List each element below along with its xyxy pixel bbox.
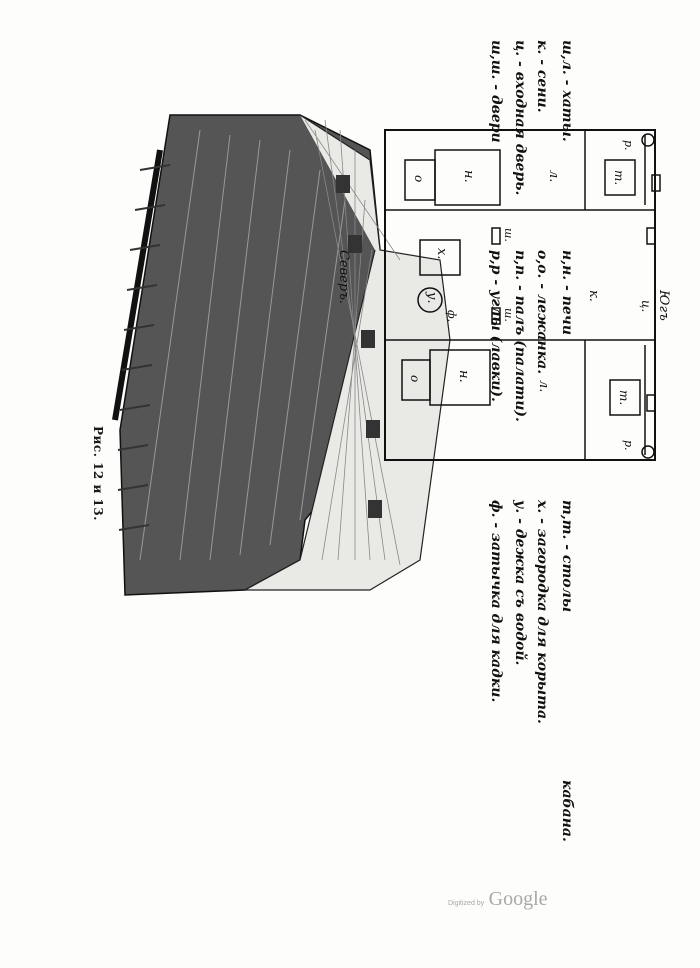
- legend-item: у. - дежка съ водой.: [512, 500, 528, 666]
- watermark-logo-text: Google: [488, 888, 548, 910]
- digitized-watermark: [448, 888, 548, 911]
- legend-item: к. - сени.: [534, 40, 550, 113]
- label-corner-1: р.: [622, 140, 635, 151]
- label-table-1: т.: [612, 170, 626, 186]
- legend-item: о,о. - лежанка.: [534, 250, 550, 375]
- label-plug: ф.: [445, 310, 458, 323]
- label-lezhanka-1: о: [412, 175, 426, 183]
- legend-item: ц. - входная дверь.: [512, 40, 528, 196]
- legend-item: п,п. - палъ (палати).: [512, 250, 528, 422]
- label-room-y: у.: [424, 292, 439, 304]
- legend-item: ф. - затычка для кадки.: [488, 500, 504, 703]
- label-table-2: т.: [617, 390, 631, 406]
- label-door-2: ш.: [502, 308, 515, 322]
- label-lezhanka-2: о: [408, 375, 422, 383]
- legend-item: ш,ш. - двери: [488, 40, 504, 143]
- legend-item: х. - загородка для корыта.: [534, 500, 550, 724]
- label-north: Северъ.: [336, 250, 351, 305]
- label-door-1: ш.: [502, 228, 515, 242]
- label-hut-2: л.: [536, 380, 551, 393]
- legend-item: кабана.: [559, 780, 575, 842]
- legend-item: ш,л. - хаты.: [559, 40, 575, 142]
- label-room-k: к.: [586, 290, 601, 302]
- watermark-small-text: Digitized by: [448, 900, 485, 907]
- legend-item: р,р - углы (лавки).: [488, 250, 504, 402]
- label-room-x: х.: [434, 248, 449, 260]
- label-stove-2: н.: [456, 370, 471, 383]
- label-stove-1: н.: [461, 170, 476, 183]
- label-hut-1: л.: [546, 170, 561, 183]
- figure-caption: Рис. 12 и 13.: [91, 426, 105, 521]
- legend-item: н,н. - печи: [559, 250, 575, 335]
- legend-item: т,т. - столы: [559, 500, 575, 613]
- label-south: Югъ: [656, 290, 671, 321]
- label-corner-2: р.: [622, 440, 635, 451]
- label-entrance: ц.: [639, 300, 653, 313]
